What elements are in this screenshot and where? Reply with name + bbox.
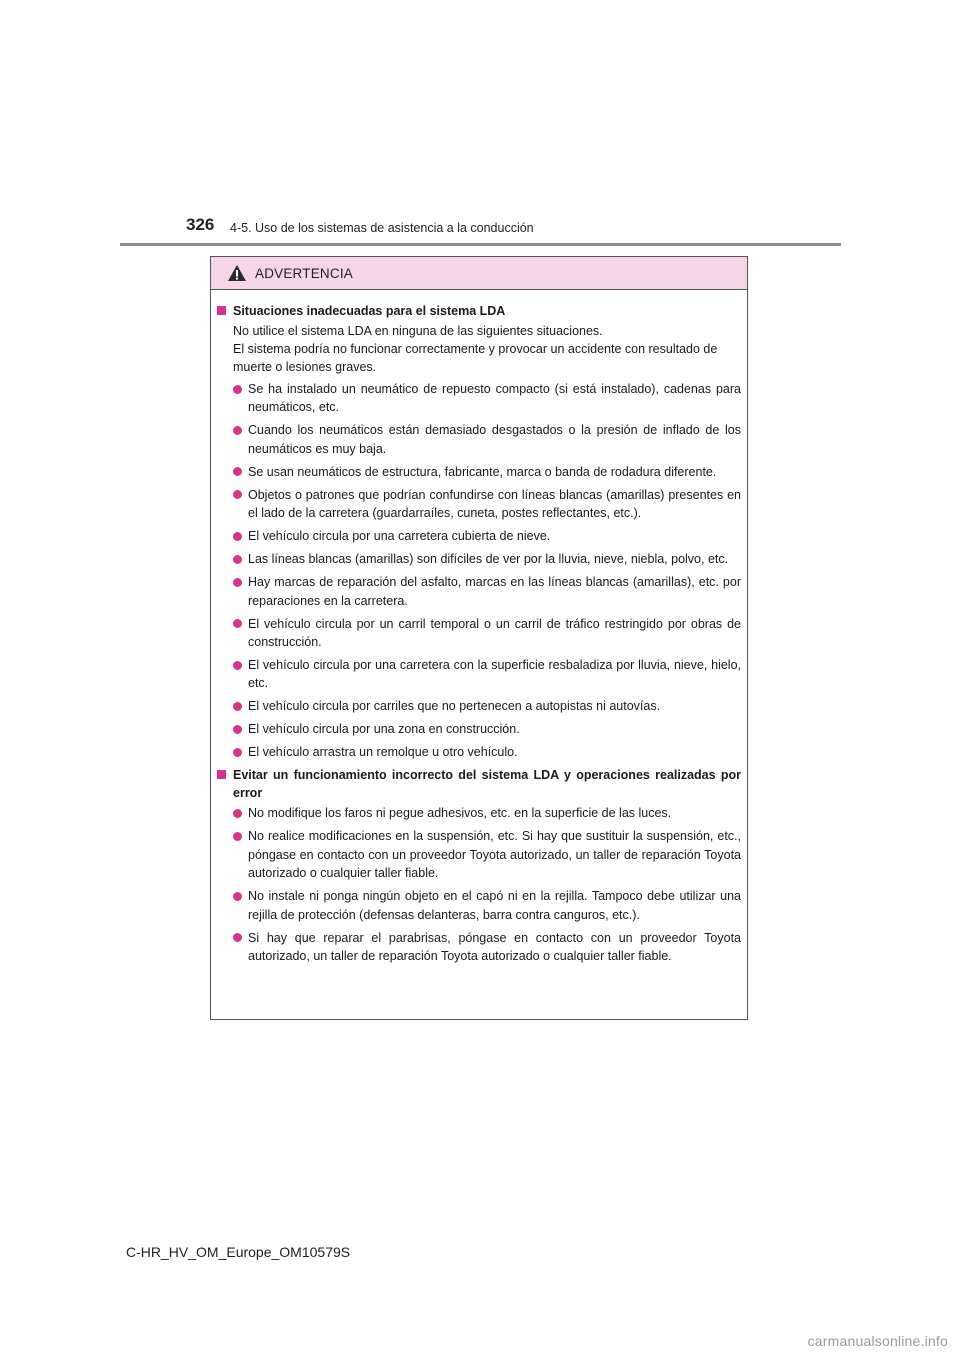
list-item <box>233 720 741 738</box>
list-item <box>233 380 741 417</box>
list-item-text: El vehículo circula por carriles que no pertenecen a autopistas ni autovías. <box>248 699 661 714</box>
list-item <box>233 887 741 924</box>
section1-paragraph-line1: No utilice el sistema LDA en ninguna de las siguientes situaciones. <box>233 324 603 338</box>
bullet-dot-icon <box>233 725 242 734</box>
bullet-dot-icon <box>233 490 242 499</box>
bullet-dot-icon <box>233 619 242 628</box>
section2-heading <box>217 766 741 802</box>
list-item-text: No instale ni ponga ningún objeto en el capó ni en la rejilla. Tampoco debe utilizar una rejilla de protección (defensas delanteras, barra contra canguros, etc.). <box>248 889 741 922</box>
list-item-text: El vehículo arrastra un remolque u otro vehículo. <box>248 745 518 760</box>
list-item-text: El vehículo circula por un carril temporal o un carril de tráfico restringido por obras de construcción. <box>248 616 741 650</box>
warning-title: ADVERTENCIA <box>255 265 353 281</box>
bullet-dot-icon <box>233 832 242 841</box>
list-item-text: Si hay que reparar el parabrisas, póngase en contacto con un proveedor Toyota autorizado, un taller de reparación Toyota autorizado o cualquier taller fiable. <box>248 930 741 964</box>
list-item <box>233 656 741 693</box>
watermark: carmanualsonline.info <box>807 1333 948 1349</box>
section1-heading <box>217 302 741 320</box>
section1-heading-text: Situaciones inadecuadas para el sistema LDA <box>233 304 506 318</box>
section-title: 4-5. Uso de los sistemas de asistencia a la conducción <box>230 221 534 235</box>
list-item-text: El vehículo circula por una zona en construcción. <box>248 722 520 737</box>
list-item <box>233 697 741 715</box>
list-item <box>233 463 741 481</box>
bullet-dot-icon <box>233 933 242 942</box>
bullet-dot-icon <box>233 661 242 670</box>
bullet-dot-icon <box>233 555 242 564</box>
bullet-dot-icon <box>233 467 242 476</box>
header-rule <box>120 243 841 246</box>
list-item-text: Objetos o patrones que podrían confundirse con líneas blancas (amarillas) presentes en el lado de la carretera (guardarraíles, cuneta, postes reflectantes, etc.). <box>248 487 741 521</box>
list-item-text: Se ha instalado un neumático de repuesto compacto (si está instalado), cadenas para neumáticos, etc. <box>248 382 741 415</box>
list-item-text: Las líneas blancas (amarillas) son difíciles de ver por la lluvia, nieve, niebla, polvo, etc. <box>248 552 729 567</box>
square-bullet-icon <box>217 770 226 779</box>
bullet-dot-icon <box>233 578 242 587</box>
list-item <box>233 929 741 966</box>
list-item <box>233 550 741 568</box>
warning-triangle-icon <box>227 264 247 282</box>
list-item <box>233 573 741 610</box>
bullet-dot-icon <box>233 702 242 711</box>
list-item-text: No realice modificaciones en la suspensión, etc. Si hay que sustituir la suspensión, etc., póngase en contacto con un proveedor Toyota autorizado, un taller de reparación Toyota autorizado o cualquier taller fiable. <box>248 829 741 881</box>
list-item <box>233 527 741 545</box>
list-item-text: No modifique los faros ni pegue adhesivos, etc. en la superficie de las luces. <box>248 806 672 821</box>
section1-paragraph-line2: El sistema podría no funcionar correctamente y provocar un accidente con resultado de muerte o lesiones graves. <box>233 342 718 374</box>
list-item <box>233 486 741 523</box>
bullet-dot-icon <box>233 748 242 757</box>
list-item-text: El vehículo circula por una carretera con la superficie resbaladiza por lluvia, nieve, hielo, etc. <box>248 658 741 691</box>
list-item <box>233 827 741 882</box>
list-item-text: Hay marcas de reparación del asfalto, marcas en las líneas blancas (amarillas), etc. por reparaciones en la carretera. <box>248 575 741 608</box>
bullet-dot-icon <box>233 426 242 435</box>
section2-heading-text: Evitar un funcionamiento incorrecto del sistema LDA y operaciones realizadas por error <box>233 768 741 801</box>
list-item-text: Se usan neumáticos de estructura, fabricante, marca o banda de rodadura diferente. <box>248 464 717 479</box>
document-code: C-HR_HV_OM_Europe_OM10579S <box>126 1244 351 1260</box>
list-item <box>233 421 741 458</box>
list-item-text: Cuando los neumáticos están demasiado desgastados o la presión de inflado de los neumáticos es muy baja. <box>248 423 741 456</box>
bullet-dot-icon <box>233 892 242 901</box>
list-item-text: El vehículo circula por una carretera cubierta de nieve. <box>248 529 551 544</box>
bullet-dot-icon <box>233 809 242 818</box>
square-bullet-icon <box>217 306 226 315</box>
warning-box <box>210 256 748 1020</box>
bullet-dot-icon <box>233 385 242 394</box>
section1-paragraph <box>233 322 741 376</box>
warning-body <box>211 290 747 965</box>
bullet-dot-icon <box>233 532 242 541</box>
page-number: 326 <box>186 215 215 234</box>
warning-header <box>211 257 747 290</box>
list-item <box>233 615 741 652</box>
list-item <box>233 743 741 761</box>
list-item <box>233 804 741 822</box>
